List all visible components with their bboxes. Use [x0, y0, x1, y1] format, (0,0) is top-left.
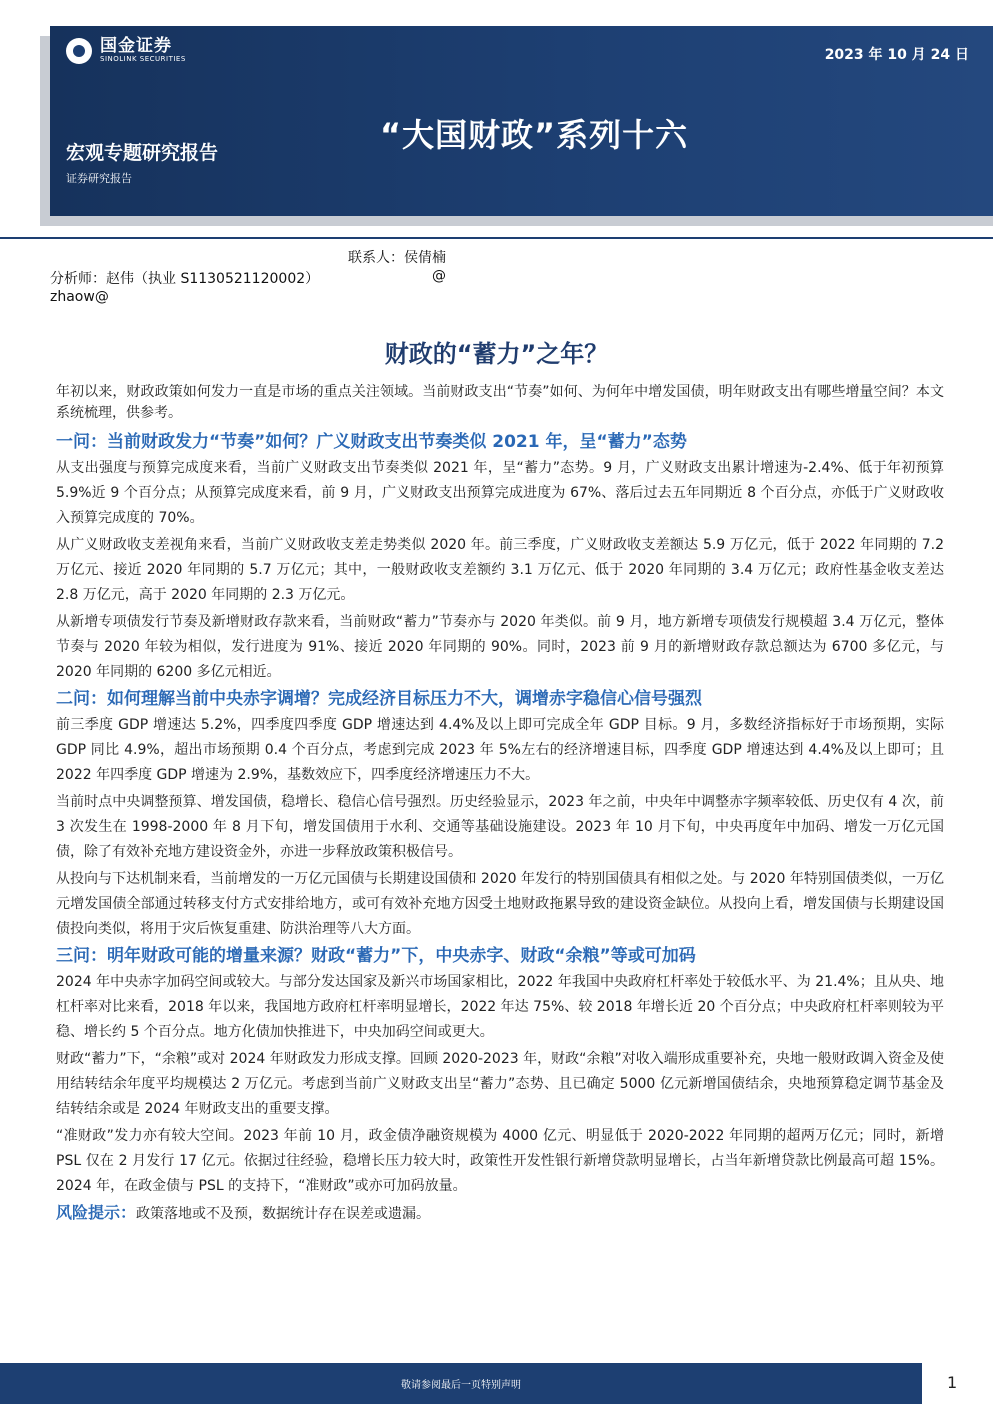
paragraph: 2024 年中央赤字加码空间或较大。与部分发达国家及新兴市场国家相比，2022 年我国中央政府杠杆率处于较低水平、为 21.4%；且从央、地杠杆率对比来看，2018 年以来，我国地方政府杠杆率明显增长，2022 年达 75%、较 2018 年增长近 20 个百分点；中央政府杠杆率则较为平稳、增长约 5 个百分点。地方化债加快推进下，中央加码空间或更大。: [56, 974, 944, 1040]
section-heading-1: 一问：当前财政发力“节奏”如何？广义财政支出节奏类似 2021 年，呈“蓄力”态势: [56, 432, 687, 452]
series-title: “大国财政”系列十六: [380, 116, 689, 154]
page-number: 1: [947, 1373, 958, 1392]
section-heading-2: 二问：如何理解当前中央赤字调增？完成经济目标压力不大，调增赤字稳信心信号强烈: [56, 689, 702, 709]
intro-paragraph: 年初以来，财政政策如何发力一直是市场的重点关注领域。当前财政支出“节奏”如何、为何年中增发国债，明年财政支出有哪些增量空间？本文系统梳理，供参考。: [56, 384, 944, 421]
logo-name-cn: 国金证券: [100, 36, 172, 56]
paragraph: 从广义财政收支差视角来看，当前广义财政收支差走势类似 2020 年。前三季度，广义财政收支差额达 5.9 万亿元，低于 2022 年同期的 7.2 万亿元、接近 2020 年同期的 5.7 万亿元；其中，一般财政收支差额约 3.1 万亿元、低于 2020 年同期的 3.4 万亿元；政府性基金收支差达 2.8 万亿元，高于 2020 年同期的 2.3 万亿元。: [56, 537, 944, 603]
paragraph: 从支出强度与预算完成度来看，当前广义财政支出节奏类似 2021 年，呈“蓄力”态势。9 月，广义财政支出累计增速为-2.4%、低于年初预算 5.9%近 9 个百分点；从预算完成度来看，前 9 月，广义财政支出预算完成进度为 67%、落后过去五年同期近 8 个百分点，亦低于广义财政收入预算完成度的 70%。: [56, 460, 944, 526]
article-title: 财政的“蓄力”之年？: [384, 340, 609, 368]
paragraph: 前三季度 GDP 增速达 5.2%，四季度四季度 GDP 增速达到 4.4%及以上即可完成全年 GDP 目标。9 月，多数经济指标好于市场预期，实际 GDP 同比 4.9%，超出市场预期 0.4 个百分点，考虑到完成 2023 年 5%左右的经济增速目标，四季度 GDP 增速达到 4.4%及以上即可；且 2022 年四季度 GDP 增速为 2.9%，基数效应下，四季度经济增速压力不大。: [56, 717, 944, 783]
report-type: 宏观专题研究报告: [66, 142, 219, 164]
analyst-email[interactable]: zhaow@: [50, 289, 109, 305]
footer-disclaimer-link[interactable]: 敬请参阅最后一页特别声明: [401, 1380, 521, 1391]
header-divider: [0, 237, 993, 239]
paragraph: 从新增专项债发行节奏及新增财政存款来看，当前财政“蓄力”节奏亦与 2020 年类似。前 9 月，地方新增专项债发行规模超 3.4 万亿元，整体节奏与 2020 年较为相似，发行进度为 91%、接近 2020 年同期的 90%。同时，2023 前 9 月的新增财政存款总额达为 6700 多亿元，与 2020 年同期的 6200 多亿元相近。: [56, 614, 944, 680]
section-heading-3: 三问：明年财政可能的增量来源？财政“蓄力”下，中央赤字、财政“余粮”等或可加码: [56, 946, 696, 966]
contact-email[interactable]: @: [432, 268, 446, 284]
report-subtype: 证券研究报告: [66, 172, 132, 185]
header-banner: [50, 26, 993, 216]
logo-name-en: SINOLINK SECURITIES: [100, 55, 186, 63]
report-date: 2023 年 10 月 24 日: [824, 47, 969, 63]
risk-warning: [56, 1201, 944, 1226]
risk-text: 政策落地或不及预，数据统计存在误差或遗漏。: [136, 1206, 431, 1222]
article-body: [56, 382, 944, 1226]
paragraph: 从投向与下达机制来看，当前增发的一万亿元国债与长期建设国债和 2020 年发行的特别国债具有相似之处。与 2020 年特别国债类似，一万亿元增发国债全部通过转移支付方式安排给地方，或可有效补充地方因受土地财政拖累导致的建设资金缺位。从投向上看，增发国债与长期建设国债投向类似，将用于灾后恢复重建、防洪治理等八大方面。: [56, 871, 944, 937]
logo: [66, 38, 186, 64]
paragraph: “准财政”发力亦有较大空间。2023 年前 10 月，政金债净融资规模为 4000 亿元、明显低于 2020-2022 年同期的超两万亿元；同时，新增 PSL 仅在 2 月发行 17 亿元。依据过往经验，稳增长压力较大时，政策性开发性银行新增贷款明显增长，占当年新增贷款比例最高可超 15%。2024 年，在政金债与 PSL 的支持下，“准财政”或亦可加码放量。: [56, 1128, 944, 1194]
logo-icon: [66, 38, 92, 64]
paragraph: 财政“蓄力”下，“余粮”或对 2024 年财政发力形成支撑。回顾 2020-2023 年，财政“余粮”对收入端形成重要补充，央地一般财政调入资金及使用结转结余年度平均规模达 2 万亿元。考虑到当前广义财政支出呈“蓄力”态势、且已确定 5000 亿元新增国债结余，央地预算稳定调节基金及结转结余或是 2024 年财政支出的重要支撑。: [56, 1051, 944, 1117]
analyst-name: 分析师：赵伟（执业 S1130521120002）: [50, 271, 320, 287]
paragraph: 当前时点中央调整预算、增发国债，稳增长、稳信心信号强烈。历史经验显示，2023 年之前，中央年中调整赤字频率较低、历史仅有 4 次，前 3 次发生在 1998-2000 年 8 月下旬，增发国债用于水利、交通等基础设施建设。2023 年 10 月下旬，中央再度年中加码、增发一万亿元国债，除了有效补充地方建设资金外，亦进一步释放政策积极信号。: [56, 794, 944, 860]
footer-bar: [0, 1363, 922, 1404]
contact-name: 联系人：侯倩楠: [348, 250, 446, 266]
risk-label: 风险提示：: [56, 1203, 137, 1222]
